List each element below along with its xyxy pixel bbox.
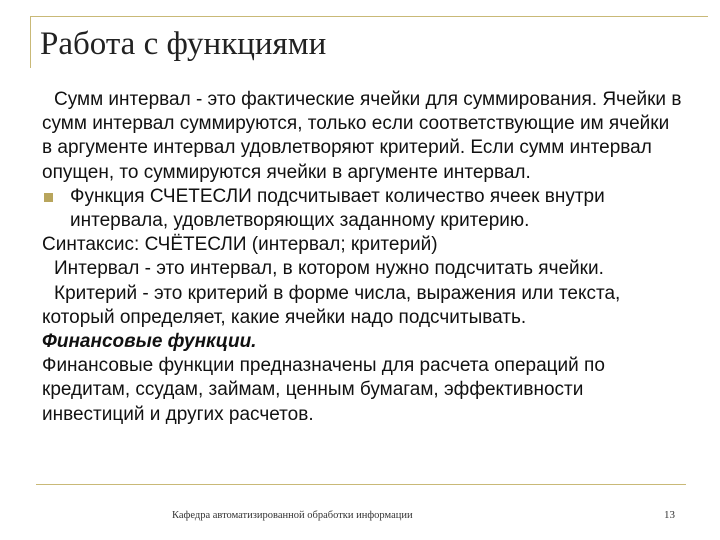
page-number: 13 (664, 509, 675, 521)
paragraph-financial-functions: Финансовые функции предназначены для расчета операций по кредитам, ссудам, займам, ценным бумагам, эффективности инвестиций и других расчетов. (42, 355, 605, 425)
footer-divider (36, 484, 686, 485)
bullet-item-countif (42, 185, 682, 233)
title-frame-top-line (30, 16, 708, 17)
financial-functions-heading: Финансовые функции. (42, 331, 257, 353)
square-bullet-icon (44, 193, 53, 202)
slide-body (42, 88, 682, 427)
footer-department: Кафедра автоматизированной обработки информации (172, 510, 413, 521)
paragraph-interval: Интервал - это интервал, в котором нужно подсчитать ячейки. (54, 258, 604, 280)
paragraph-syntax: Синтаксис: СЧЁТЕСЛИ (интервал; критерий) (42, 234, 438, 256)
paragraph-criterion: Критерий - это критерий в форме числа, выражения или текста, который определяет, какие ячейки надо подсчитывать. (42, 282, 621, 328)
bullet-item-text: Функция СЧЕТЕСЛИ подсчитывает количество ячеек внутри интервала, удовлетворяющих заданному критерию. (70, 185, 605, 232)
title-frame-left-line (30, 16, 31, 68)
slide-title: Работа с функциями (40, 26, 327, 62)
paragraph-sum-interval: Сумм интервал - это фактические ячейки для суммирования. Ячейки в сумм интервал суммируются, только если соответствующие им ячейки в аргументе интервал удовлетворяют критерий. Если сумм интервал опущен, то суммируются ячейки в аргументе интервал. (42, 89, 682, 183)
